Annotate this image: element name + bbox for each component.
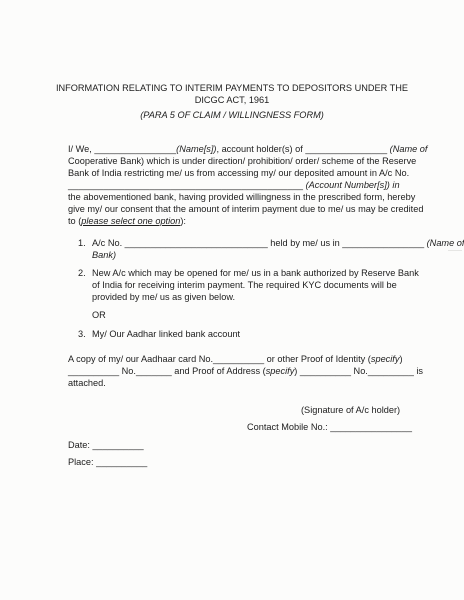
proof-line-2: __________ No._______ and Proof of Address (specify) __________ No._________ is — [68, 366, 424, 376]
scan-artifact-line — [448, 250, 462, 251]
place-field: Place: __________ — [68, 457, 148, 467]
intro-line-1: I/ We, ________________(Name[s]), account holder(s) of ________________ (Name of — [68, 144, 428, 154]
option-3-number: 3. — [78, 329, 86, 339]
option-2-line-1: New A/c which may be opened for me/ us in a bank authorized by Reserve Bank — [92, 268, 419, 278]
option-3-text: My/ Our Aadhar linked bank account — [92, 329, 241, 339]
option-2-number: 2. — [78, 268, 86, 278]
form-heading-line2: DICGC ACT, 1961 — [194, 95, 270, 105]
intro-line-3: Bank of India restricting me/ us from accessing my/ our deposited amount in A/c No. — [68, 168, 410, 178]
form-heading-line1: INFORMATION RELATING TO INTERIM PAYMENTS TO DEPOSITORS UNDER THE — [55, 83, 409, 93]
option-1-line-1: A/c No. ____________________________ held by me/ us in ________________ (Name of — [92, 238, 464, 248]
form-subtitle: (PARA 5 OF CLAIM / WILLINGNESS FORM) — [140, 110, 324, 120]
signature-label: (Signature of A/c holder) — [301, 405, 401, 415]
or-separator: OR — [92, 310, 106, 320]
intro-line-6: give my/ our consent that the amount of interim payment due to me/ us may be credited — [68, 204, 424, 214]
intro-line-7: to (please select one option): — [68, 216, 186, 226]
option-2-line-2: of India for receiving interim payment. The required KYC documents will be — [92, 280, 397, 290]
contact-mobile-field: Contact Mobile No.: ________________ — [247, 422, 412, 432]
proof-line-3: attached. — [68, 378, 106, 388]
date-field: Date: __________ — [68, 440, 144, 450]
intro-line-5: the abovementioned bank, having provided willingness in the prescribed form, hereby — [68, 192, 416, 202]
proof-line-1: A copy of my/ our Aadhaar card No.__________ or other Proof of Identity (specify) — [68, 354, 403, 364]
option-1-number: 1. — [78, 238, 86, 248]
option-1-line-2: Bank) — [92, 250, 117, 260]
option-2-line-3: provided by me/ us as given below. — [92, 292, 235, 302]
intro-line-4: ______________________________________________ (Account Number[s]) in — [68, 180, 400, 190]
intro-line-2: Cooperative Bank) which is under direction/ prohibition/ order/ scheme of the Reserve — [68, 156, 417, 166]
